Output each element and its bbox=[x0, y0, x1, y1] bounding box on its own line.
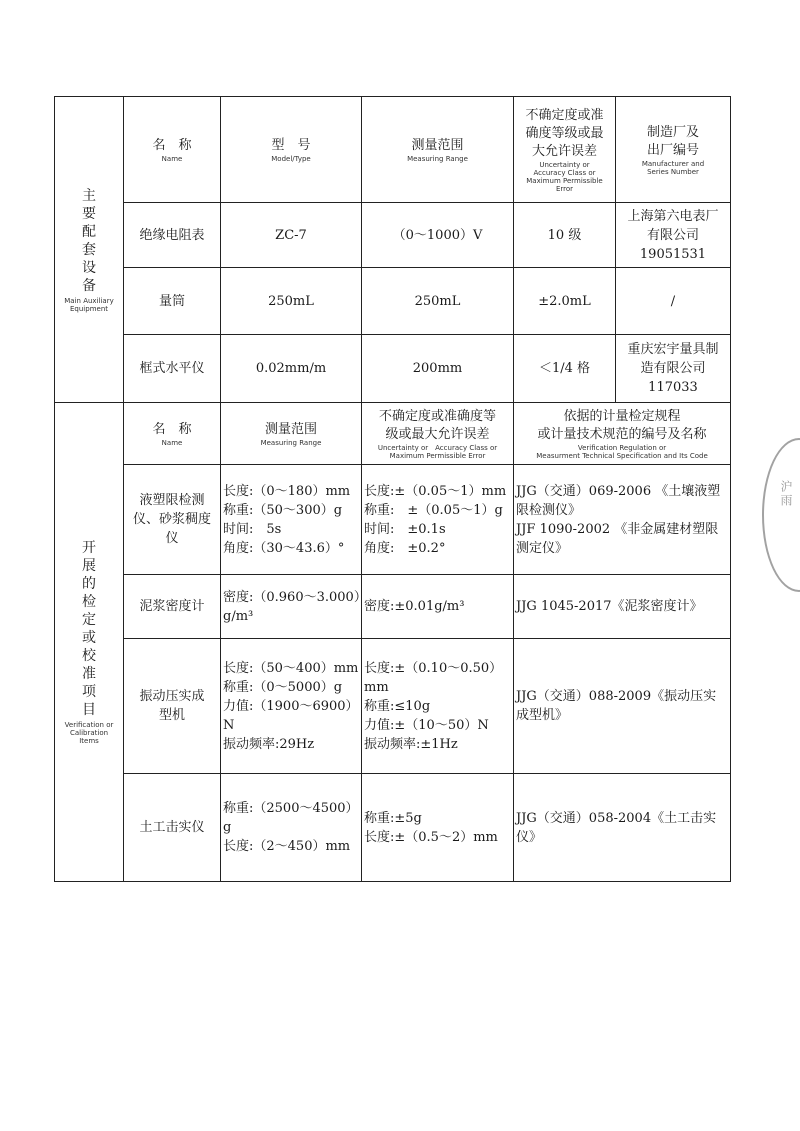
col-header-name bbox=[124, 97, 221, 203]
verification-side-char: 项 bbox=[82, 684, 96, 700]
equipment-name: 量筒 bbox=[124, 268, 221, 335]
seal-stamp bbox=[762, 438, 800, 592]
name-line: 仪 bbox=[165, 531, 179, 546]
mfr-line: 117033 bbox=[648, 380, 698, 395]
header-uncert-en-3: Error bbox=[555, 184, 574, 193]
header-uncert-en-1: Maximum Permissible Error bbox=[389, 451, 486, 460]
item-uncertainty bbox=[362, 465, 514, 575]
basis-line: JJG（交通）088-2009《振动压实 bbox=[516, 689, 717, 704]
range-line: 称重:（0～5000）g bbox=[223, 679, 343, 695]
item-basis bbox=[514, 465, 731, 575]
equipment-range: 200mm bbox=[362, 335, 514, 403]
header-uncert-en-0: Uncertainty or bbox=[539, 160, 590, 169]
item-basis bbox=[514, 639, 731, 774]
equipment-model: ZC-7 bbox=[221, 203, 362, 268]
header-range-en: Measuring Range bbox=[260, 438, 322, 447]
header-name-en: Name bbox=[161, 154, 183, 163]
item-range bbox=[221, 639, 362, 774]
header-uncert-zh-1: 确度等级或最 bbox=[525, 125, 604, 141]
name-line: 型机 bbox=[158, 708, 185, 723]
header-uncert-zh-2: 大允许误差 bbox=[531, 143, 597, 159]
header-name-zh: 名 称 bbox=[152, 421, 192, 437]
uncert-line: 振动频率:±1Hz bbox=[364, 736, 458, 752]
range-line: 称重:（50～300）g bbox=[223, 502, 343, 518]
verification-side-en-2: Items bbox=[79, 737, 99, 745]
col-header-range bbox=[362, 97, 514, 203]
item-range bbox=[221, 774, 362, 882]
header-basis-en-0: Verification Regulation or bbox=[577, 443, 667, 452]
item-name bbox=[124, 465, 221, 575]
equipment-model: 250mL bbox=[221, 268, 362, 335]
verification-side-char: 目 bbox=[82, 702, 96, 718]
item-range bbox=[221, 575, 367, 639]
equipment-table bbox=[54, 96, 731, 403]
header-range-en: Measuring Range bbox=[407, 154, 468, 163]
uncert-line: mm bbox=[364, 679, 389, 695]
header-range-zh: 测量范围 bbox=[264, 421, 317, 437]
equipment-uncertainty: ＜1/4 格 bbox=[514, 335, 616, 403]
basis-line: 限检测仪》 bbox=[516, 502, 582, 518]
equipment-side-label bbox=[55, 97, 124, 403]
verification-side-char: 检 bbox=[82, 594, 96, 610]
verification-side-label bbox=[55, 403, 124, 882]
range-line: 密度:（0.960～3.000） bbox=[223, 589, 367, 605]
range-line: N bbox=[223, 717, 235, 733]
item-uncertainty bbox=[362, 774, 514, 882]
equipment-side-char: 配 bbox=[82, 223, 96, 240]
uncert-line: 密度:±0.01g/m³ bbox=[364, 599, 465, 614]
header-mfr-zh-1: 出厂编号 bbox=[646, 142, 699, 158]
header-uncert-en-0: Uncertainty or Accuracy Class or bbox=[377, 443, 498, 452]
header-name-en: Name bbox=[161, 438, 183, 447]
range-line: 振动频率:29Hz bbox=[223, 736, 315, 752]
range-line: 时间: 5s bbox=[223, 521, 282, 537]
col-header-name bbox=[124, 403, 221, 465]
col-header-uncertainty bbox=[362, 403, 514, 465]
verification-side-en-1: Calibration bbox=[69, 729, 109, 737]
uncert-line: 时间: ±0.1s bbox=[364, 521, 446, 537]
range-line: 长度:（50～400）mm bbox=[223, 660, 359, 676]
range-line: 长度:（2～450）mm bbox=[223, 839, 351, 854]
equipment-name: 框式水平仪 bbox=[124, 335, 221, 403]
item-name bbox=[124, 639, 221, 774]
verification-side-char: 的 bbox=[82, 576, 96, 592]
verification-side-char: 或 bbox=[82, 630, 96, 646]
verification-side-char: 定 bbox=[82, 612, 96, 628]
equipment-uncertainty: 10 级 bbox=[514, 203, 616, 268]
equipment-header-row bbox=[55, 97, 731, 203]
basis-line: 测定仪》 bbox=[516, 540, 569, 556]
verification-side-char: 校 bbox=[82, 648, 96, 664]
header-model-zh: 型 号 bbox=[271, 137, 311, 153]
name-line: 液塑限检测 bbox=[139, 493, 205, 508]
mfr-line: 造有限公司 bbox=[640, 361, 706, 376]
equipment-name: 绝缘电阻表 bbox=[124, 203, 221, 268]
mfr-line: 有限公司 bbox=[646, 227, 699, 243]
header-mfr-zh-0: 制造厂及 bbox=[646, 124, 699, 140]
verification-header-row bbox=[55, 403, 731, 465]
equipment-manufacturer bbox=[616, 335, 731, 403]
item-uncertainty bbox=[362, 575, 514, 639]
basis-line: JJG（交通）069-2006 《土壤液塑 bbox=[516, 483, 721, 499]
mfr-line: 19051531 bbox=[639, 246, 707, 262]
mfr-line: 上海第六电表厂 bbox=[627, 208, 719, 224]
equipment-model: 0.02mm/m bbox=[221, 335, 362, 403]
basis-line: JJF 1090-2002 《非金属建材塑限 bbox=[516, 521, 719, 537]
header-uncert-zh-1: 级或最大允许误差 bbox=[385, 426, 490, 442]
range-line: g/m³ bbox=[223, 608, 254, 624]
name-line: 振动压实成 bbox=[139, 689, 205, 704]
uncert-line: 力值:±（10～50）N bbox=[364, 717, 489, 733]
header-name-zh: 名 称 bbox=[152, 137, 192, 153]
col-header-model bbox=[221, 97, 362, 203]
col-header-uncertainty bbox=[514, 97, 616, 203]
basis-line: JJG（交通）058-2004《土工击实 bbox=[516, 810, 717, 826]
equipment-side-char: 设 bbox=[82, 259, 96, 276]
verification-row bbox=[55, 465, 731, 575]
verification-table bbox=[54, 402, 731, 882]
equipment-row bbox=[55, 335, 731, 403]
header-mfr-en-0: Manufacturer and bbox=[641, 159, 705, 168]
name-line: 仪、砂浆稠度 bbox=[132, 512, 211, 527]
equipment-manufacturer: / bbox=[616, 268, 731, 335]
header-basis-en-1: Measurment Technical Specification and Its Code bbox=[536, 451, 708, 460]
verification-row bbox=[55, 639, 731, 774]
header-basis-zh-0: 依据的计量检定规程 bbox=[563, 408, 681, 424]
uncert-line: 长度:±（0.5～2）mm bbox=[364, 829, 498, 845]
item-basis bbox=[514, 774, 731, 882]
basis-line: JJG 1045-2017《泥浆密度计》 bbox=[516, 599, 703, 614]
equipment-row bbox=[55, 203, 731, 268]
header-mfr-en-1: Series Number bbox=[647, 167, 699, 176]
header-uncert-zh-0: 不确定度或准 bbox=[525, 107, 604, 123]
col-header-basis bbox=[514, 403, 731, 465]
equipment-side-char: 要 bbox=[82, 205, 96, 222]
equipment-range: （0～1000）V bbox=[362, 203, 514, 268]
equipment-side-en: Main Auxiliary Equipment bbox=[64, 296, 114, 313]
seal-stamp-text: 沪雨 bbox=[779, 480, 793, 508]
header-uncert-en-1: Accuracy Class or bbox=[533, 168, 596, 177]
uncert-line: 称重: ±（0.05～1）g bbox=[364, 502, 503, 518]
verification-side-char: 准 bbox=[82, 666, 96, 682]
verification-row bbox=[55, 575, 731, 639]
uncert-line: 角度: ±0.2° bbox=[364, 540, 446, 556]
uncert-line: 称重:±5g bbox=[364, 810, 422, 826]
uncert-line: 称重:≤10g bbox=[364, 698, 431, 714]
item-name: 土工击实仪 bbox=[124, 774, 221, 882]
header-uncert-en-2: Maximum Permissible bbox=[526, 176, 603, 185]
verification-side-char: 展 bbox=[82, 558, 96, 574]
equipment-manufacturer bbox=[616, 203, 731, 268]
basis-line: 成型机》 bbox=[516, 708, 569, 723]
range-line: 称重:（2500～4500） bbox=[223, 801, 359, 816]
item-range bbox=[221, 465, 362, 575]
equipment-side-char: 主 bbox=[82, 187, 96, 204]
mfr-line: 重庆宏宇量具制 bbox=[627, 342, 719, 357]
equipment-side-char: 备 bbox=[82, 277, 96, 294]
uncert-line: 长度:±（0.10～0.50） bbox=[364, 660, 503, 676]
item-uncertainty bbox=[362, 639, 514, 774]
uncert-line: 长度:±（0.05～1）mm bbox=[364, 483, 507, 499]
col-header-manufacturer bbox=[616, 97, 731, 203]
basis-line: 仪》 bbox=[516, 829, 543, 845]
header-uncert-zh-0: 不确定度或准确度等 bbox=[378, 408, 496, 424]
equipment-range: 250mL bbox=[362, 268, 514, 335]
header-model-en: Model/Type bbox=[271, 154, 311, 163]
verification-row bbox=[55, 774, 731, 882]
range-line: 角度:（30～43.6）° bbox=[223, 540, 345, 556]
equipment-uncertainty: ±2.0mL bbox=[514, 268, 616, 335]
range-line: g bbox=[223, 820, 232, 835]
range-line: 力值:（1900～6900） bbox=[223, 698, 359, 714]
header-range-zh: 测量范围 bbox=[411, 137, 464, 153]
item-basis bbox=[514, 575, 731, 639]
item-name: 泥浆密度计 bbox=[124, 575, 221, 639]
equipment-row bbox=[55, 268, 731, 335]
equipment-side-char: 套 bbox=[82, 241, 96, 258]
verification-side-en-0: Verification or bbox=[64, 721, 114, 729]
range-line: 长度:（0～180）mm bbox=[223, 483, 351, 499]
header-basis-zh-1: 或计量技术规范的编号及名称 bbox=[537, 426, 707, 442]
verification-side-char: 开 bbox=[82, 540, 96, 556]
col-header-range bbox=[221, 403, 362, 465]
